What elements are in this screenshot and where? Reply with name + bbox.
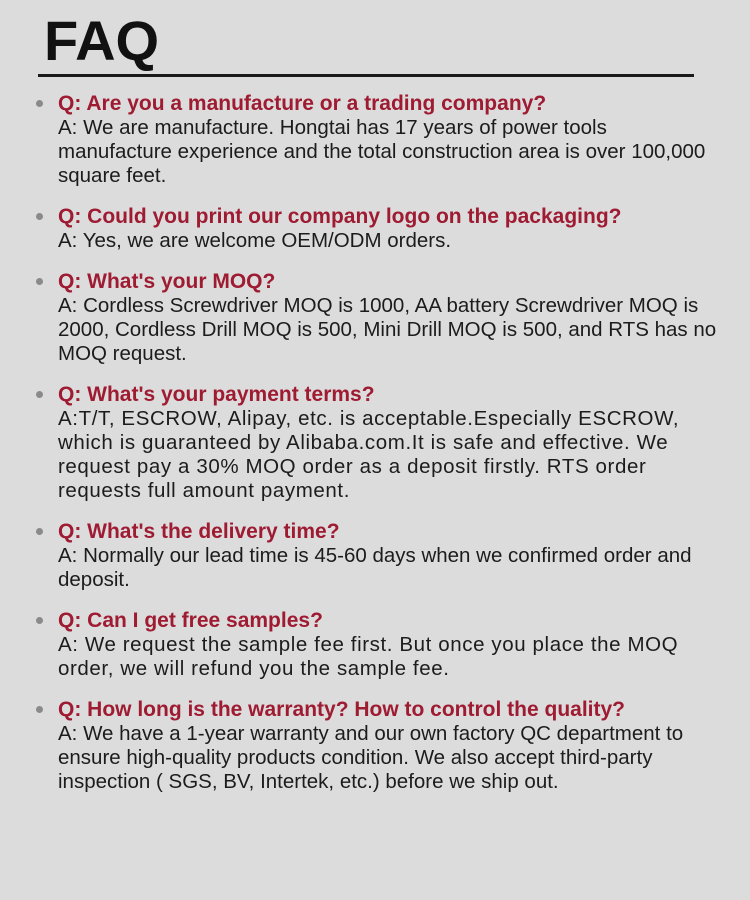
bullet-icon: [36, 278, 43, 285]
faq-answer: A: We are manufacture. Hongtai has 17 years of power tools manufacture experience and the total construction area is over 100,000 square feet.: [58, 116, 706, 187]
faq-item-warranty: [36, 698, 716, 794]
bullet-icon: [36, 213, 43, 220]
faq-answer: A: Yes, we are welcome OEM/ODM orders.: [58, 229, 452, 252]
faq-list: [36, 92, 716, 811]
faq-item-samples: [36, 609, 716, 681]
faq-answer: A: We have a 1-year warranty and our own factory QC department to ensure high-quality products condition. We also accept third-party inspection ( SGS, BV, Intertek, etc.) before we ship out.: [58, 722, 684, 793]
faq-question: Q: What's the delivery time?: [58, 520, 340, 543]
faq-item-moq: [36, 270, 716, 366]
faq-question: Q: What's your payment terms?: [58, 383, 375, 406]
faq-item-manufacturer: [36, 92, 716, 188]
faq-question: Q: Could you print our company logo on the packaging?: [58, 205, 622, 228]
faq-answer: A: We request the sample fee first. But once you place the MOQ order, we will refund you the sample fee.: [58, 633, 679, 680]
bullet-icon: [36, 706, 43, 713]
faq-answer: A: Cordless Screwdriver MOQ is 1000, AA battery Screwdriver MOQ is 2000, Cordless Drill MOQ is 500, Mini Drill MOQ is 500, and RTS has no MOQ request.: [58, 294, 717, 365]
faq-answer: A: Normally our lead time is 45-60 days when we confirmed order and deposit.: [58, 544, 692, 591]
faq-question: Q: Are you a manufacture or a trading company?: [58, 92, 547, 115]
faq-answer: A:T/T, ESCROW, Alipay, etc. is acceptable.Especially ESCROW, which is guaranteed by Alibaba.com.It is safe and effective. We request pay a 30% MOQ order as a deposit firstly. RTS order requests full amount payment.: [58, 407, 680, 502]
bullet-icon: [36, 528, 43, 535]
faq-question: Q: How long is the warranty? How to control the quality?: [58, 698, 626, 721]
faq-question: Q: Can I get free samples?: [58, 609, 323, 632]
page-title: FAQ: [44, 9, 160, 72]
bullet-icon: [36, 617, 43, 624]
faq-item-payment: [36, 383, 716, 503]
bullet-icon: [36, 100, 43, 107]
title-divider: [38, 74, 694, 77]
bullet-icon: [36, 391, 43, 398]
faq-item-delivery: [36, 520, 716, 592]
faq-question: Q: What's your MOQ?: [58, 270, 276, 293]
faq-item-logo: [36, 205, 716, 253]
